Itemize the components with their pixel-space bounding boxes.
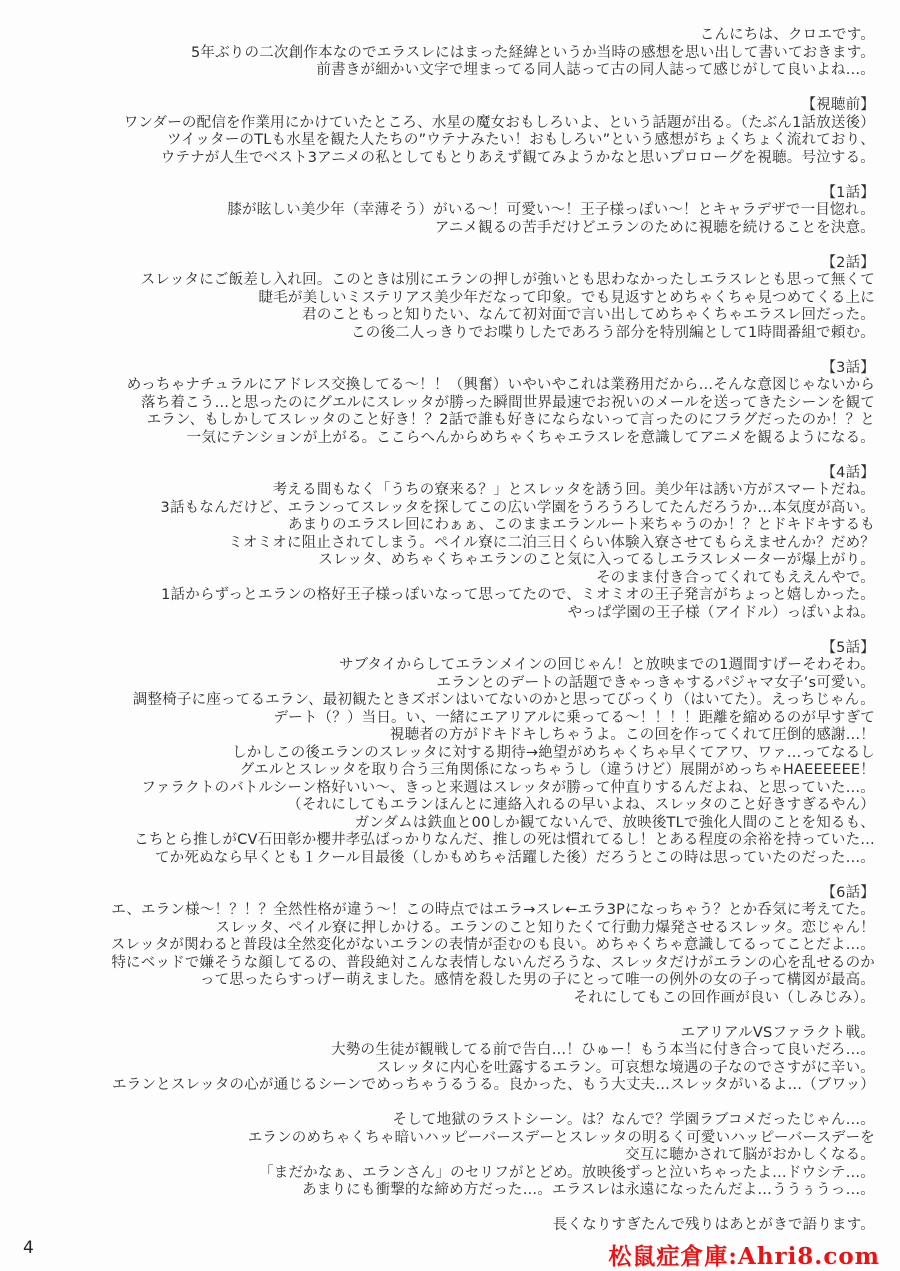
text-line: スレッタが関わると普段は全然変化がないエランの表情が歪むのも良い。めちゃくちゃ意識してるってことだよ…。 [110, 937, 875, 953]
text-line: 前書きが細かい文字で埋まってる同人誌って古の同人誌って感じがして良いよね…。 [316, 62, 875, 78]
text-line: スレッタに内心を吐露するエラン。可哀想な境遇の子なのでさすがに辛い。 [376, 1059, 875, 1076]
text-line: 一気にテンションが上がる。ここらへんからめちゃくちゃエラスレを意識してアニメを観るようになる。 [186, 429, 875, 446]
text-line: てか死ぬなら早くとも１クール目最後（しかもめちゃ活躍した後）だろうとこの時は思っていたのだった…。 [154, 849, 875, 866]
text-line: そして地獄のラストシーン。は？なんで？学園ラブコメだったじゃん…。 [392, 1112, 875, 1128]
text-line: 君のこともっと知りたい、なんて初対面で言い出してめちゃくちゃエラスレ回だった。 [302, 307, 875, 323]
text-line: ミオミオに阻止されてしまう。ペイル寮に二泊三日くらい体験入寮させてもらえませんか？だめ？ [228, 534, 875, 551]
text-line: 睫毛が美しいミステリアス美少年だなって印象。でも見返すとめちゃくちゃ見つめてくる上に [258, 289, 875, 306]
blank-line [20, 1007, 875, 1025]
text-line: ウテナが人生でベスト3アニメの私としてもとりあえず観てみようかなと思いプロローグを視聴。号泣する。 [160, 149, 875, 166]
section-header: 【6話】 [821, 884, 875, 901]
section [20, 27, 875, 80]
section [20, 97, 875, 167]
text-line: 交互に聴かされて脳がおかしくなる。 [625, 1147, 875, 1163]
text-line: 大勢の生徒が観戦してる前で告白…！ひゅー！もう本当に付き合って良いだろ…。 [331, 1042, 875, 1058]
text-line: この後二人っきりでお喋りしたであろう部分を特別編として1時間番組で頼む。 [351, 324, 875, 341]
text-line: それにしてもこの回作画が良い（しみじみ）。 [573, 989, 875, 1006]
text-line: エアリアルVSファラクト戦。 [680, 1024, 875, 1041]
text-line: 5年ぶりの二次創作本なのでエラスレにはまった経緯というか当時の感想を思い出して書いておきます。 [190, 44, 875, 61]
text-line: 「まだかなぁ、エランさん」のセリフがとどめ。放映後ずっと泣いちゃったよ…ドウシテ…。 [259, 1164, 875, 1181]
text-line: ファラクトのバトルシーン格好いい～、きっと来週はスレッタが勝って仲直りするんだよね、と思っていた…。 [141, 779, 875, 796]
blank-line [20, 1200, 875, 1218]
site-watermark: 松鼠症倉庫:Ahri8.com [608, 1243, 880, 1270]
text-line: スレッタ、めちゃくちゃエランのこと気に入ってるしエラスレメーターが爆上がり。 [318, 552, 875, 568]
section [20, 465, 875, 623]
text-line: めっちゃナチュラルにアドレス交換してる～！！（興奮）いやいやこれは業務用だから…そんな意図じゃないから [126, 377, 875, 393]
text-line: しかしこの後エランのスレッタに対する期待→絶望がめちゃくちゃ早くてアワ、ワァ…ってなるし [232, 744, 875, 761]
text-line: やっぱ学園の王子様（アイドル）っぽいよね。 [567, 604, 875, 621]
text-line: って思ったらすっげー萌えました。感情を殺した男の子にとって唯一の例外の女の子って構図が最高。 [199, 972, 875, 988]
section-header: 【視聴前】 [801, 97, 875, 113]
section [20, 255, 875, 343]
section [20, 360, 875, 448]
section [20, 185, 875, 238]
section [20, 885, 875, 1235]
text-line: エ、エラン様～！？！？全然性格が違う～！この時点ではエラ→スレ←エラ3Pになっちゃう？とか呑気に考えてた。 [111, 902, 875, 918]
text-line: こんにちは、クロエです。 [699, 27, 875, 43]
text-line: 3話もなんだけど、エランってスレッタを探してこの広い学園をうろうろしてたんだろうか…本気度が高い。 [160, 499, 875, 516]
text-line: エラン、もしかしてスレッタのこと好き！？2話で誰も好きにならないって言ったのにフラグだったのか！？と [146, 412, 875, 428]
text-line: エランとスレッタの心が通じるシーンでめっちゃうるうる。良かった、もう大丈夫…スレッタがいるよ…（ブワッ） [112, 1077, 875, 1093]
page-number: 4 [23, 1238, 34, 1258]
text-line: 落ち着こう…と思ったのにグエルにスレッタが勝った瞬間世界最速でお祝いのメールを送ってきたシーンを観て [141, 394, 875, 411]
text-line: 1話からずっとエランの格好王子様っぽいなって思ってたので、ミオミオの王子発言がちょっと嬉しかった。 [161, 587, 875, 603]
text-line: 長くなりすぎたんで残りはあとがきで語ります。 [552, 1217, 875, 1233]
text-line: （それにしてもエランほんとに連絡入れるの早いよね、スレッタのこと好きすぎるやん） [287, 797, 875, 813]
blank-line [20, 1095, 875, 1113]
text-line: そのまま付き合ってくれてもええんやで。 [595, 569, 875, 586]
text-line: 特にベッドで嫌そうな顔してるの、普段絶対こんな表情しないんだろうな、スレッタだけがエランの心を乱せるのか [111, 954, 875, 971]
text-line: こちとら推しがCV石田彰か櫻井孝弘ばっかりなんだ、推しの死は慣れてるし！とある程度の余裕を持っていた… [134, 832, 875, 848]
text-line: エランのめちゃくちゃ暗いハッピーバースデーとスレッタの明るく可愛いハッピーバースデーを [247, 1129, 875, 1146]
text-line: 膝が眩しい美少年（幸薄そう）がいる～！可愛い～！王子様っぽい～！とキャラデザで一目惚れ。 [227, 202, 875, 218]
text-line: デート（？）当日。い、一緒にエアリアルに乗ってる～！！！！距離を縮めるのが早すぎて [273, 709, 875, 726]
preface-text-body [20, 27, 875, 1235]
text-line: グエルとスレッタを取り合う三角関係になっちゃうし（違うけど）展開がめっちゃHAEEEEEE！ [239, 762, 875, 778]
text-line: あまりのエラスレ回にわぁぁ、このままエランルート来ちゃうのか！？とドキドキするも [287, 517, 875, 533]
text-line: エランとのデートの話題できゃっきゃするパジャマ女子’s可愛い。 [436, 674, 875, 691]
section-header: 【1話】 [821, 184, 875, 201]
text-line: あまりにも衝撃的な締め方だった…。エラスレは永遠になったんだよ…ううぅうっ…。 [302, 1182, 875, 1198]
text-line: スレッタ、ペイル寮に押しかける。エランのこと知りたくて行動力爆発させるスレッタ。恋じゃん！ [215, 919, 875, 936]
section [20, 640, 875, 868]
text-line: ツイッターのTLも水星を観た人たちの”ウテナみたい！おもしろい”という感想がちょくちょく流れており、 [167, 132, 875, 148]
text-line: ワンダーの配信を作業用にかけていたところ、水星の魔女おもしろいよ、という話題が出る。（たぶん1話放送後） [123, 114, 875, 131]
text-line: 調整椅子に座ってるエラン、最初観たときズボンはいてないのかと思ってびっくり（はいてた）。えっちじゃん。 [132, 692, 875, 708]
text-line: スレッタにご飯差し入れ回。このときは別にエランの押しが強いとも思わなかったしエラスレとも思って無くて [140, 272, 875, 288]
text-line: アニメ観るの苦手だけどエランのために視聴を続けることを決意。 [434, 219, 875, 236]
text-line: ガンダムは鉄血と00しか観てないんで、放映後TLで強化人間のことを知るも、 [354, 814, 875, 831]
section-header: 【4話】 [821, 464, 875, 481]
section-header: 【5話】 [821, 639, 875, 656]
section-header: 【3話】 [821, 359, 875, 376]
text-line: 視聴者の方がドキドキしちゃうよ。この回を作ってくれて圧倒的感謝…！ [389, 727, 875, 743]
section-header: 【2話】 [821, 254, 875, 271]
text-line: 考える間もなく「うちの寮来る？」とスレッタを誘う回。美少年は誘い方がスマートだね。 [272, 482, 875, 498]
text-line: サブタイからしてエランメインの回じゃん！と放映までの1週間すげーそわそわ。 [338, 657, 875, 673]
